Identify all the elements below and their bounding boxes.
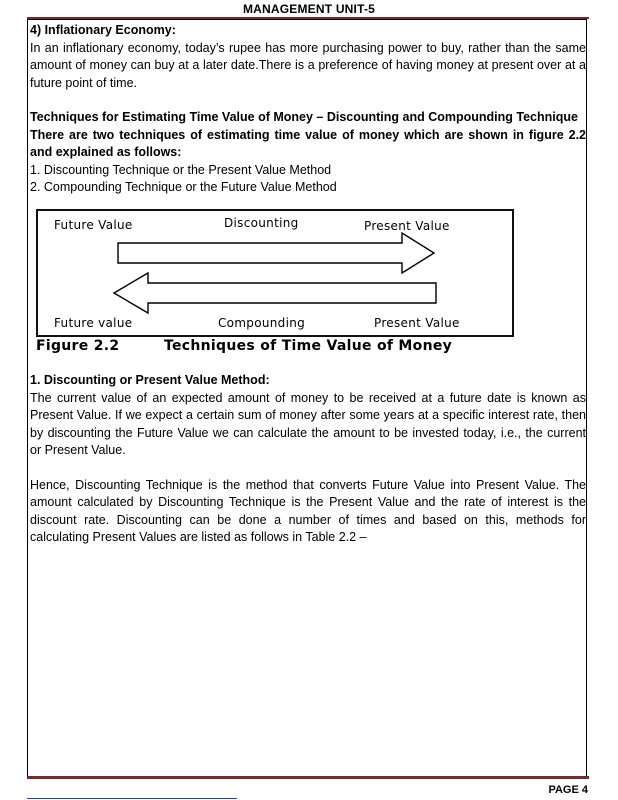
technique-item-2: 2. Compounding Technique or the Future Value Method: [30, 180, 337, 194]
discounting-paragraph-2: Hence, Discounting Technique is the method that converts Future Value into Present Value. The amount calculated by Discounting Technique is the Present Value and the rate of interest is the discount rate. Discounting can be done a number of times and based on this, methods for calculating Present Values are listed as follows in Table 2.2 –: [30, 477, 586, 544]
right-arrow-icon: [118, 233, 434, 273]
techniques-heading: Techniques for Estimating Time Value of Money – Discounting and Compounding Technique: [30, 110, 578, 124]
technique-item-1: 1. Discounting Technique or the Present Value Method: [30, 162, 332, 177]
techniques-intro: There are two techniques of estimating time value of money which are shown in figure 2.2 and explained as follows:: [30, 127, 586, 159]
inflation-heading: 4) Inflationary Economy:: [30, 23, 176, 37]
footer-rule: [27, 776, 589, 779]
page-number: PAGE 4: [548, 784, 588, 796]
left-arrow-icon: [114, 273, 436, 313]
time-value-figure: [36, 209, 514, 337]
figure-label-future-value-top: Future Value: [54, 217, 133, 232]
footer-link-underline: [27, 798, 237, 799]
figure-caption-text: Techniques of Time Value of Money: [164, 337, 453, 354]
discounting-heading: 1. Discounting or Present Value Method:: [30, 373, 270, 387]
inflation-paragraph: In an inflationary economy, today’s rupee has more purchasing power to buy, rather than the same amount of money can buy at a later date.There is a preference of having money at present over at a future point of time.: [30, 40, 586, 90]
discounting-paragraph-1: The current value of an expected amount of money to be received at a future date is known as Present Value. If we expect a certain sum of money after some years at a specific interest rate, then by discounting the Future Value we can calculate the amount to be invested today, i.e., the current or Present Value.: [30, 390, 586, 457]
figure-label-compounding: Compounding: [218, 315, 306, 330]
page-content: [30, 22, 586, 547]
figure-caption-number: Figure 2.2: [36, 337, 120, 354]
page-header-title: MANAGEMENT UNIT-5: [242, 2, 376, 16]
figure-caption: [36, 338, 586, 356]
figure-label-discounting: Discounting: [224, 215, 299, 230]
figure-label-present-value-top: Present Value: [364, 218, 450, 233]
figure-label-future-value-bottom: Future value: [54, 315, 133, 330]
figure-label-present-value-bottom: Present Value: [374, 315, 460, 330]
